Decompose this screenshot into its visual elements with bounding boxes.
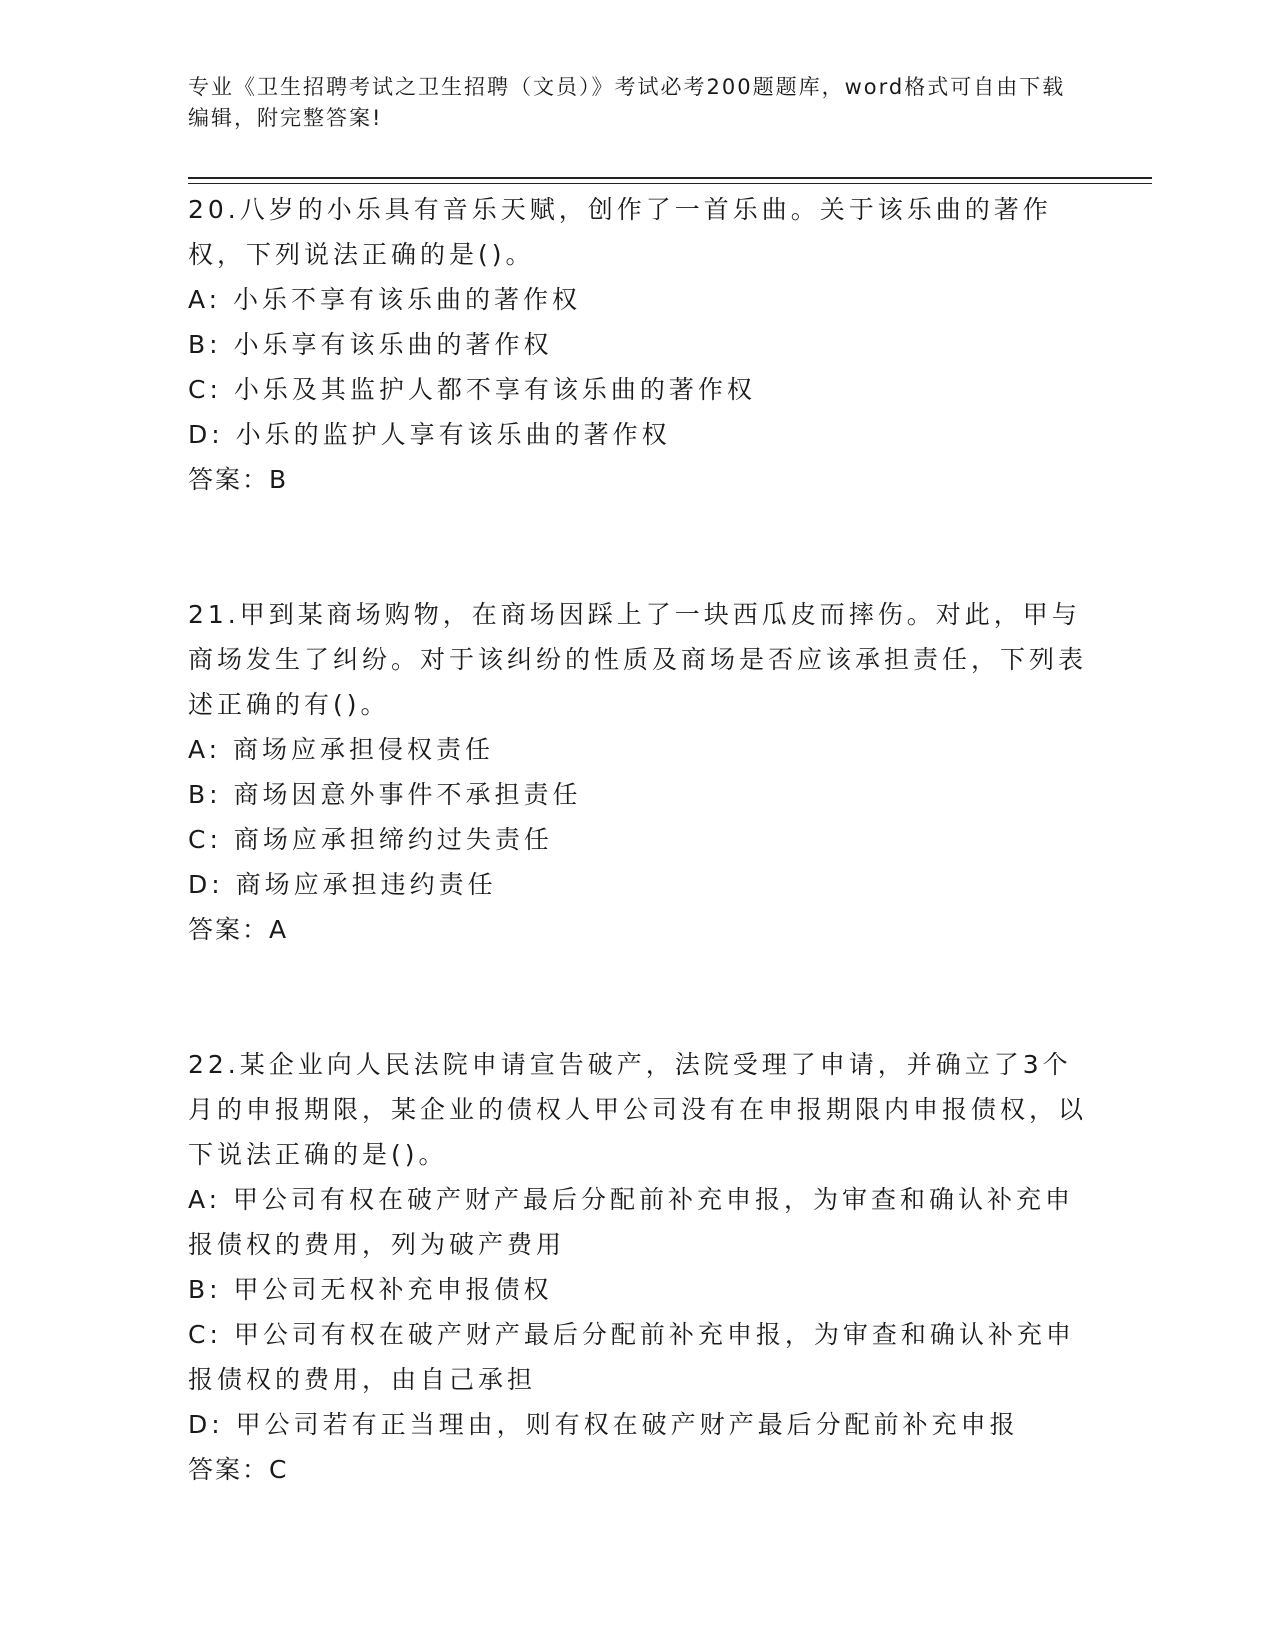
- option-c: C: 甲公司有权在破产财产最后分配前补充申报，为审查和确认补充申报债权的费用，由自己承担: [188, 1320, 1075, 1394]
- answer-line: 答案：B: [188, 465, 289, 494]
- question-stem: 21.甲到某商场购物，在商场因踩上了一块西瓜皮而摔伤。对此，甲与商场发生了纠纷。对于该纠纷的性质及商场是否应该承担责任，下列表述正确的有()。: [188, 600, 1088, 719]
- option-c: C: 小乐及其监护人都不享有该乐曲的著作权: [188, 375, 756, 404]
- option-c: C: 商场应承担缔约过失责任: [188, 825, 553, 854]
- header-divider-thick: [188, 177, 1152, 179]
- answer-line: 答案：A: [188, 915, 289, 944]
- option-d: D: 小乐的监护人享有该乐曲的著作权: [188, 420, 671, 449]
- question-spacer: [188, 502, 1088, 592]
- question-22: [188, 1042, 1088, 1492]
- question-stem: 22.某企业向人民法院申请宣告破产，法院受理了申请，并确立了3个月的申报期限，某企业的债权人甲公司没有在申报期限内申报债权，以下说法正确的是()。: [188, 1050, 1088, 1169]
- option-b: B: 小乐享有该乐曲的著作权: [188, 330, 553, 359]
- question-spacer: [188, 952, 1088, 1042]
- document-header: 专业《卫生招聘考试之卫生招聘（文员）》考试必考200题题库，word格式可自由下载编辑，附完整答案!: [188, 75, 1066, 130]
- option-b: B: 商场因意外事件不承担责任: [188, 780, 582, 809]
- answer-line: 答案：C: [188, 1455, 289, 1484]
- question-20: [188, 187, 1088, 502]
- question-list: [188, 187, 1088, 1492]
- question-21: [188, 592, 1088, 952]
- option-d: D: 商场应承担违约责任: [188, 870, 497, 899]
- option-b: B: 甲公司无权补充申报债权: [188, 1275, 553, 1304]
- option-d: D: 甲公司若有正当理由，则有权在破产财产最后分配前补充申报: [188, 1410, 1019, 1439]
- option-a: A: 商场应承担侵权责任: [188, 735, 495, 764]
- question-stem: 20.八岁的小乐具有音乐天赋，创作了一首乐曲。关于该乐曲的著作权，下列说法正确的是()。: [188, 195, 1052, 269]
- header-divider-thin: [188, 183, 1152, 184]
- option-a: A: 小乐不享有该乐曲的著作权: [188, 285, 582, 314]
- option-a: A: 甲公司有权在破产财产最后分配前补充申报，为审查和确认补充申报债权的费用，列为破产费用: [188, 1185, 1075, 1259]
